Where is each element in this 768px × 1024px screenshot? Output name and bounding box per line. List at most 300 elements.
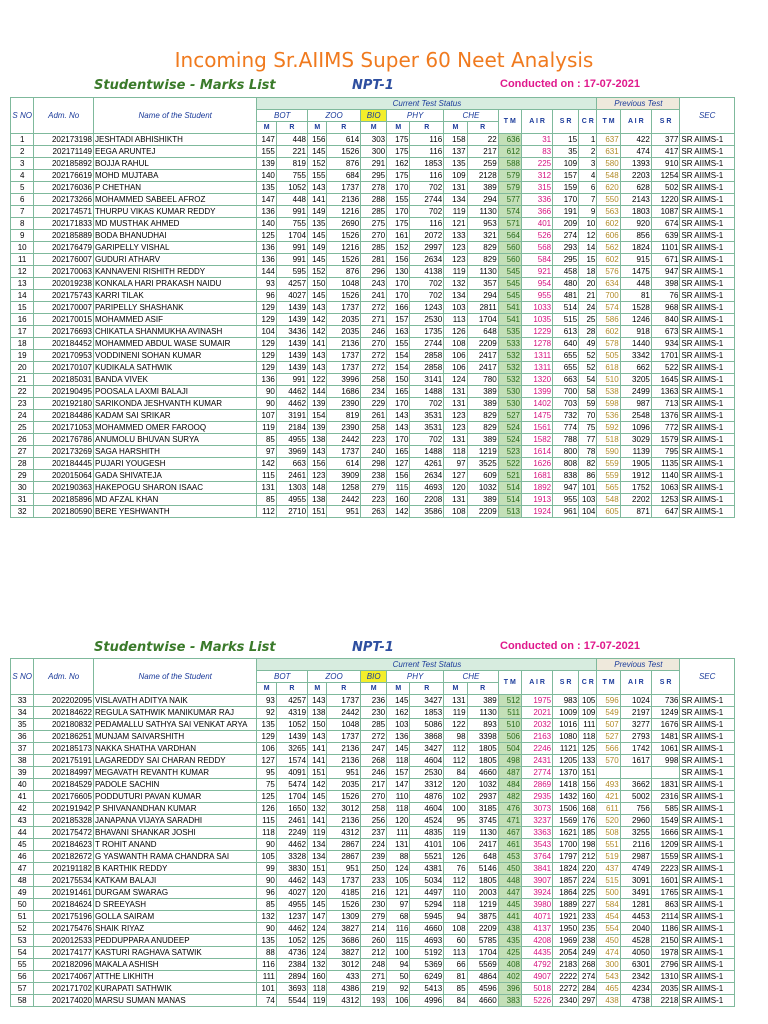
table-cell: 795 [651, 446, 680, 458]
table-cell: 145 [308, 899, 327, 911]
table-cell: 118 [444, 446, 467, 458]
table-cell: SR AIIMS-1 [680, 851, 735, 863]
table-row [11, 755, 735, 767]
table-cell: 170 [387, 398, 410, 410]
table-cell: 702 [410, 182, 444, 194]
table-cell: SR AIIMS-1 [680, 266, 735, 278]
table-cell: 134 [308, 839, 327, 851]
table-cell: 3531 [410, 422, 444, 434]
table-cell: 202170953 [34, 350, 94, 362]
table-cell: 4462 [276, 398, 307, 410]
table-cell: 220 [579, 863, 597, 875]
table-cell: KATKAM BALAJI [94, 875, 257, 887]
table-cell: 1737 [327, 362, 361, 374]
table-cell: 295 [361, 170, 387, 182]
table-cell: 35 [11, 719, 34, 731]
table-row [11, 194, 735, 206]
table-cell: 4027 [276, 887, 307, 899]
table-row [11, 290, 735, 302]
table-cell: 118 [444, 899, 467, 911]
table-cell: 389 [467, 386, 498, 398]
table-row [11, 326, 735, 338]
table-cell: 155 [387, 338, 410, 350]
table-cell: 223 [361, 434, 387, 446]
table-cell: 511 [498, 707, 521, 719]
table-cell: 234 [361, 386, 387, 398]
table-cell: 1617 [620, 755, 651, 767]
table-cell: LAGAREDDY SAI CHARAN REDDY [94, 755, 257, 767]
table-cell: 1701 [651, 350, 680, 362]
table-cell: 1219 [467, 899, 498, 911]
table-cell: 987 [620, 398, 651, 410]
table-cell: 4693 [410, 935, 444, 947]
table-cell: HAKEPOGU SHARON ISAAC [94, 482, 257, 494]
table-cell: 417 [651, 146, 680, 158]
table-cell: 1370 [553, 767, 579, 779]
table-cell: 271 [361, 314, 387, 326]
col-header-sec: SEC [680, 659, 735, 695]
col-header-zoo: ZOO [308, 671, 361, 683]
table-cell: 103 [387, 719, 410, 731]
col-header-bot: BOT [257, 110, 308, 122]
table-cell: 258 [361, 803, 387, 815]
table-cell: 154 [387, 350, 410, 362]
table-cell: 274 [579, 971, 597, 983]
table-cell: 90 [257, 875, 276, 887]
table-cell: 2136 [327, 194, 361, 206]
table-cell: 4528 [620, 935, 651, 947]
table-cell: 294 [467, 194, 498, 206]
table-cell: 154 [308, 410, 327, 422]
table-row [11, 959, 735, 971]
table-cell: 519 [597, 851, 620, 863]
table-cell: 123 [308, 470, 327, 482]
table-cell: 618 [597, 362, 620, 374]
table-cell: 991 [276, 254, 307, 266]
table-cell: SR AIIMS-1 [680, 170, 735, 182]
table-cell: NAKKA SHATHA VARDHAN [94, 743, 257, 755]
col-header-m: M [257, 122, 276, 134]
table-cell: 3841 [522, 863, 553, 875]
table-cell: 202175196 [34, 911, 94, 923]
table-cell: 613 [553, 326, 579, 338]
table-cell: 918 [620, 326, 651, 338]
table-cell: 124 [444, 374, 467, 386]
table-cell: SR AIIMS-1 [680, 695, 735, 707]
table-cell: 202170015 [34, 314, 94, 326]
table-cell: SR AIIMS-1 [680, 218, 735, 230]
table-cell: 298 [361, 458, 387, 470]
table-cell: BANDA VIVEK [94, 374, 257, 386]
table-cell: 2530 [410, 767, 444, 779]
table-cell: 461 [498, 839, 521, 851]
table-cell: 433 [327, 971, 361, 983]
table-cell: 595 [276, 266, 307, 278]
table-cell: 10 [579, 218, 597, 230]
table-cell: SR AIIMS-1 [680, 875, 735, 887]
table-cell: 278 [361, 182, 387, 194]
table-row [11, 707, 735, 719]
table-cell: 2035 [327, 779, 361, 791]
table-cell: 1797 [553, 851, 579, 863]
table-cell: 808 [553, 458, 579, 470]
table-cell: 48 [11, 875, 34, 887]
table-cell: 47 [11, 863, 34, 875]
table-cell: 533 [498, 338, 521, 350]
table-cell: T ROHIT ANAND [94, 839, 257, 851]
table-cell: 1135 [651, 458, 680, 470]
table-cell: 1737 [327, 875, 361, 887]
table-cell: 202174067 [34, 971, 94, 983]
table-cell: 3012 [327, 959, 361, 971]
table-cell: 270 [361, 338, 387, 350]
table-row [11, 158, 735, 170]
table-cell: 530 [498, 398, 521, 410]
table-cell: 876 [327, 266, 361, 278]
col-header-cur-cr: C R [579, 110, 597, 134]
table-cell: P SHIVANANDHAN KUMAR [94, 803, 257, 815]
table-cell: 4792 [522, 959, 553, 971]
table-cell: 1399 [522, 386, 553, 398]
table-cell: 151 [308, 506, 327, 518]
table-row [11, 899, 735, 911]
col-header-m: M [361, 122, 387, 134]
table-cell: 401 [522, 218, 553, 230]
table-cell: 448 [276, 134, 307, 146]
table-cell: 2218 [651, 995, 680, 1007]
table-cell: 454 [597, 911, 620, 923]
table-cell: 1676 [651, 719, 680, 731]
table-cell: 57 [11, 983, 34, 995]
table-cell: 951 [327, 506, 361, 518]
table-cell: 3531 [410, 410, 444, 422]
table-cell: 120 [444, 482, 467, 494]
table-cell: 920 [620, 218, 651, 230]
table-cell: 465 [597, 983, 620, 995]
table-cell: 115 [257, 815, 276, 827]
table-cell: 281 [361, 254, 387, 266]
table-cell: 303 [361, 134, 387, 146]
table-cell: 2774 [522, 767, 553, 779]
table-cell: 151 [308, 863, 327, 875]
table-cell: 2208 [410, 494, 444, 506]
table-cell: 3398 [467, 731, 498, 743]
table-cell: 471 [498, 815, 521, 827]
table-row [11, 146, 735, 158]
table-cell: SR AIIMS-1 [680, 923, 735, 935]
table-cell: 4050 [620, 947, 651, 959]
table-cell: 145 [308, 146, 327, 158]
table-cell: 154 [387, 362, 410, 374]
table-cell: 2442 [327, 494, 361, 506]
table-cell: 238 [579, 935, 597, 947]
table-cell: 535 [498, 326, 521, 338]
table-cell: 119 [308, 827, 327, 839]
table-cell: 70 [579, 410, 597, 422]
table-cell: 230 [361, 707, 387, 719]
table-cell: SR AIIMS-1 [680, 839, 735, 851]
table-cell: 1087 [651, 206, 680, 218]
table-cell: 143 [308, 446, 327, 458]
table-cell: 134 [308, 851, 327, 863]
table-cell: 233 [361, 875, 387, 887]
table-cell: 3924 [522, 887, 553, 899]
table-cell: 161 [387, 230, 410, 242]
table-cell: 52 [579, 362, 597, 374]
table-cell: 1857 [553, 875, 579, 887]
table-cell: 474 [597, 947, 620, 959]
table-cell: 136 [257, 374, 276, 386]
table-cell: 4955 [276, 494, 307, 506]
table-cell: 2530 [410, 314, 444, 326]
table-cell: 202171833 [34, 218, 94, 230]
table-cell: 142 [257, 458, 276, 470]
table-cell: 163 [387, 326, 410, 338]
table-cell: 702 [410, 434, 444, 446]
table-cell: 123 [444, 254, 467, 266]
table-cell: 131 [387, 839, 410, 851]
table-row [11, 242, 735, 254]
table-cell: 5034 [410, 875, 444, 887]
table-cell: 1475 [522, 410, 553, 422]
table-cell: 2858 [410, 350, 444, 362]
table-cell: 202185889 [34, 230, 94, 242]
col-header-name: Name of the Student [94, 98, 257, 134]
table-cell: 139 [257, 158, 276, 170]
table-cell: 3586 [410, 506, 444, 518]
table-cell: JANAPANA VIJAYA SARADHI [94, 815, 257, 827]
table-cell: 202174571 [34, 206, 94, 218]
table-cell: 1032 [467, 779, 498, 791]
table-cell: 2442 [327, 707, 361, 719]
table-cell: 202173198 [34, 134, 94, 146]
table-cell: MOHAMMED ASIF [94, 314, 257, 326]
table-cell: PARIPELLY SHASHANK [94, 302, 257, 314]
table-cell: 2136 [327, 755, 361, 767]
table-cell: 596 [597, 695, 620, 707]
table-row [11, 875, 735, 887]
table-row [11, 743, 735, 755]
table-cell: 4876 [410, 791, 444, 803]
table-cell: 129 [257, 350, 276, 362]
table-cell: 274 [553, 230, 579, 242]
table-cell: 507 [597, 719, 620, 731]
table-cell: 1130 [467, 707, 498, 719]
table-cell: PEDDUPPARA ANUDEEP [94, 935, 257, 947]
table-cell: 123 [444, 242, 467, 254]
table-cell: 102 [444, 791, 467, 803]
table-cell: 502 [651, 182, 680, 194]
col-header-cur-tm: T M [498, 110, 521, 134]
table-cell: 143 [308, 731, 327, 743]
table-cell: 3427 [410, 695, 444, 707]
table-cell: 2128 [467, 170, 498, 182]
table-cell: SR AIIMS-1 [680, 935, 735, 947]
table-cell: 991 [276, 206, 307, 218]
table-cell: 16 [11, 314, 34, 326]
table-cell: 246 [361, 767, 387, 779]
col-header-cur-sr: S R [553, 110, 579, 134]
table-cell: 142 [308, 779, 327, 791]
table-cell: 202171053 [34, 422, 94, 434]
table-cell: 1052 [276, 935, 307, 947]
table-cell: 296 [361, 266, 387, 278]
col-header-cur-tm: T M [498, 671, 521, 695]
table-cell: 408 [498, 959, 521, 971]
col-header-m: M [308, 683, 327, 695]
table-row [11, 278, 735, 290]
table-cell: 4071 [522, 911, 553, 923]
table-row [11, 803, 735, 815]
table-cell: SR AIIMS-1 [680, 779, 735, 791]
table-cell: 160 [308, 971, 327, 983]
col-header-prev-tm: T M [597, 671, 620, 695]
table-cell: 135 [257, 719, 276, 731]
table-cell: 152 [387, 242, 410, 254]
col-header-adm: Adm. No [34, 659, 94, 695]
table-cell: 1737 [327, 302, 361, 314]
table-cell: G YASWANTH RAMA CHANDRA SAI [94, 851, 257, 863]
table-cell: 1488 [410, 446, 444, 458]
table-cell: 297 [579, 995, 597, 1007]
col-header-bio: BIO [361, 671, 387, 683]
table-cell: 129 [257, 302, 276, 314]
table-cell: 2384 [276, 959, 307, 971]
table-cell: 541 [498, 314, 521, 326]
table-cell: 1853 [410, 158, 444, 170]
table-cell: 663 [553, 374, 579, 386]
table-cell: 3996 [327, 374, 361, 386]
table-cell: 1912 [620, 470, 651, 482]
table-cell: SHAIK RIYAZ [94, 923, 257, 935]
table-cell: KANNAVENI RISHITH REDDY [94, 266, 257, 278]
table-cell: 983 [553, 695, 579, 707]
table-cell: 31 [11, 494, 34, 506]
col-header-prev-sr: S R [651, 671, 680, 695]
table-cell: 498 [498, 755, 521, 767]
table-cell: 1626 [522, 458, 553, 470]
table-cell: 6249 [410, 971, 444, 983]
table-row [11, 827, 735, 839]
table-cell: 145 [387, 743, 410, 755]
table-cell: 1080 [553, 731, 579, 743]
table-cell: 2417 [467, 350, 498, 362]
table-cell: PODDUTURI PAVAN KUMAR [94, 791, 257, 803]
table-cell: 6301 [620, 959, 651, 971]
table-cell: 145 [308, 254, 327, 266]
table-cell: 398 [651, 278, 680, 290]
table-cell: 202190495 [34, 386, 94, 398]
table-cell: 951 [327, 767, 361, 779]
table-cell: SR AIIMS-1 [680, 206, 735, 218]
table-cell: 2690 [327, 218, 361, 230]
table-cell: 1032 [467, 482, 498, 494]
table-cell: 3205 [620, 374, 651, 386]
table-cell: 230 [361, 899, 387, 911]
table-cell: GARIPELLY VISHAL [94, 242, 257, 254]
table-cell: 275 [361, 218, 387, 230]
table-cell: 1831 [651, 779, 680, 791]
table-cell: 3265 [276, 743, 307, 755]
table-cell: 2223 [651, 863, 680, 875]
table-cell: 121 [444, 218, 467, 230]
table-cell: 1737 [327, 182, 361, 194]
table-row [11, 995, 735, 1007]
table-cell: 524 [498, 434, 521, 446]
table-cell: 2461 [276, 470, 307, 482]
table-cell: 202185892 [34, 158, 94, 170]
table-cell: 4738 [620, 995, 651, 1007]
table-cell: 1246 [620, 314, 651, 326]
table-cell: 202171702 [34, 983, 94, 995]
table-cell: KUDIKALA SATHWIK [94, 362, 257, 374]
table-cell: 23 [11, 398, 34, 410]
table-cell: 840 [651, 314, 680, 326]
table-cell: 126 [257, 803, 276, 815]
table-cell: 243 [361, 278, 387, 290]
table-cell: 5018 [522, 983, 553, 995]
table-cell: 1582 [522, 434, 553, 446]
table-cell: 202191942 [34, 803, 94, 815]
table-cell: 237 [361, 827, 387, 839]
table-cell: 28 [11, 458, 34, 470]
table-cell: 1889 [553, 899, 579, 911]
table-cell: 4185 [327, 887, 361, 899]
table-cell: 5086 [410, 719, 444, 731]
table-cell: 934 [651, 338, 680, 350]
table-cell: 83 [522, 146, 553, 158]
table-cell: 577 [498, 194, 521, 206]
table-cell: 202184486 [34, 410, 94, 422]
table-row [11, 839, 735, 851]
table-cell: 300 [597, 959, 620, 971]
col-header-sec: SEC [680, 98, 735, 134]
table-cell: 145 [308, 290, 327, 302]
table-cell: 90 [257, 386, 276, 398]
table-cell: 504 [498, 743, 521, 755]
table-cell: MD AFZAL KHAN [94, 494, 257, 506]
table-cell: 4027 [276, 290, 307, 302]
table-cell: 285 [361, 206, 387, 218]
table-cell: 246 [361, 326, 387, 338]
table-cell: 605 [597, 506, 620, 518]
table-cell: 155 [308, 170, 327, 182]
table-cell: 1892 [522, 482, 553, 494]
table-cell: 1704 [467, 947, 498, 959]
table-cell: 662 [620, 362, 651, 374]
table-cell: BOJJA RAHUL [94, 158, 257, 170]
table-cell: 1481 [651, 731, 680, 743]
table-cell: 578 [597, 338, 620, 350]
table-cell: 3091 [620, 875, 651, 887]
table-cell: 3907 [522, 875, 553, 887]
block-1-conducted: Conducted on : 17-07-2021 [500, 78, 640, 90]
table-cell: 584 [522, 254, 553, 266]
table-cell: PUJARI YOUGESH [94, 458, 257, 470]
table-cell: 4138 [410, 266, 444, 278]
table-cell: 4907 [522, 971, 553, 983]
table-cell: 31 [522, 134, 553, 146]
col-header-cur-air: A I R [522, 110, 553, 134]
table-cell: 158 [444, 134, 467, 146]
col-header-current-test: Current Test Status [257, 659, 597, 671]
table-cell: 145 [308, 791, 327, 803]
table-cell: 453 [498, 851, 521, 863]
table-cell: BHAVANI SHANKAR JOSHI [94, 827, 257, 839]
table-cell: 4462 [276, 386, 307, 398]
table-cell: 166 [387, 302, 410, 314]
table-cell: 202170007 [34, 302, 94, 314]
